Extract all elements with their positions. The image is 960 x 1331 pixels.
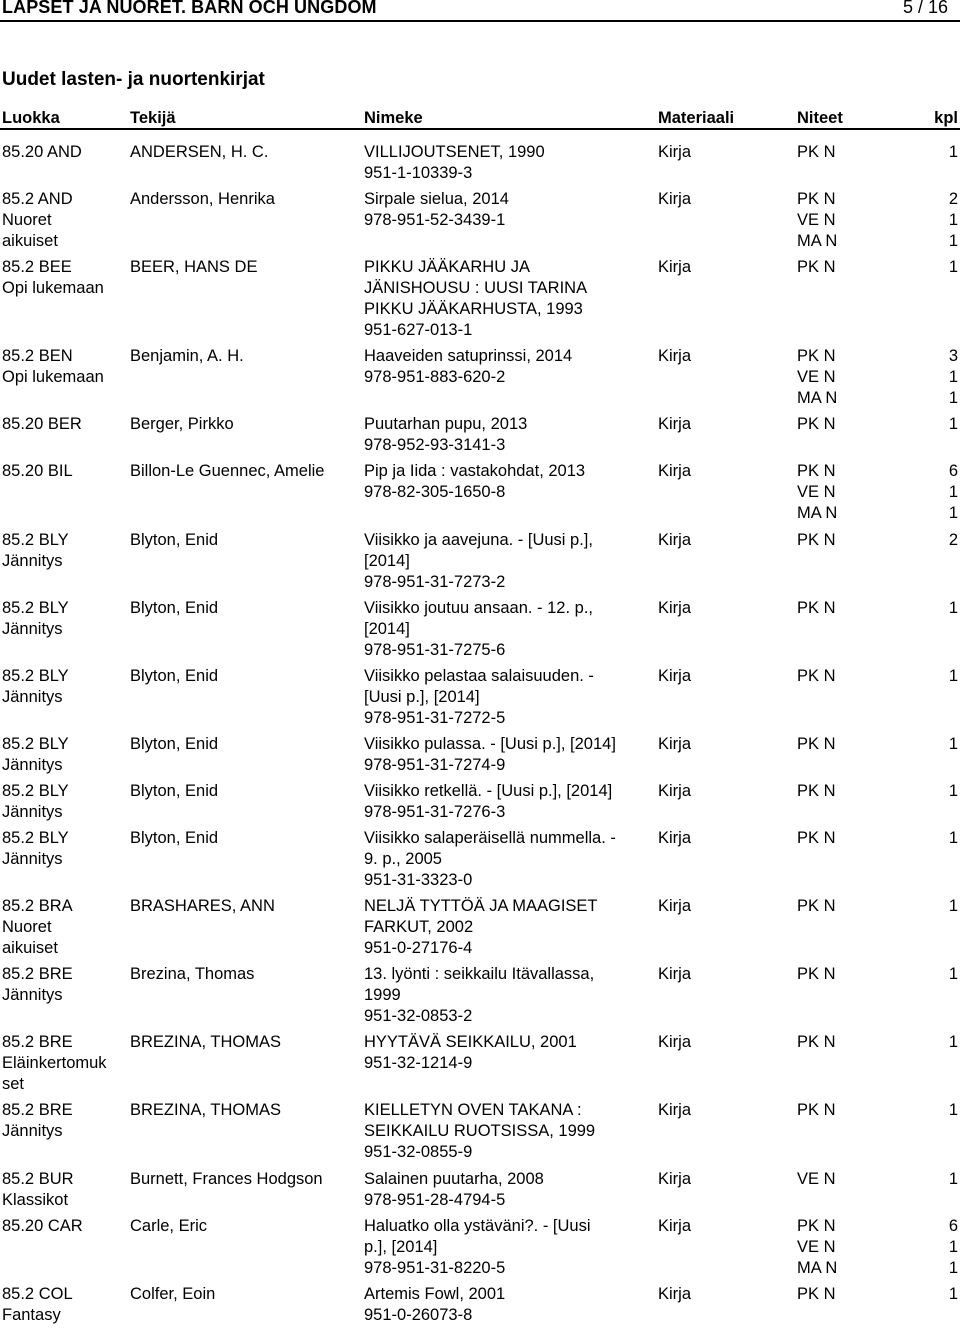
nimeke-cell-line: [2014]	[364, 619, 410, 638]
materiaali-cell: Kirja	[658, 1284, 692, 1303]
nimeke-cell-line: 978-82-305-1650-8	[364, 483, 506, 502]
table-row	[0, 461, 960, 524]
materiaali-cell: Kirja	[658, 666, 692, 685]
materiaali-cell: Kirja	[658, 415, 692, 434]
table-row	[0, 530, 960, 593]
nimeke-cell-line: Haluatko olla ystäväni?. - [Uusi	[364, 1216, 591, 1235]
luokka-cell-line: 85.2 BLY	[2, 829, 69, 848]
niteet-cell-line: PK N	[797, 258, 836, 277]
nimeke-cell	[364, 1216, 591, 1279]
niteet-cell-line: PK N	[797, 829, 836, 848]
table-row	[0, 1169, 960, 1211]
kpl-cell-line: 2	[948, 190, 958, 209]
tekija-cell: Burnett, Frances Hodgson	[130, 1169, 323, 1188]
luokka-cell-line: 85.2 BLY	[2, 530, 69, 549]
niteet-cell	[797, 896, 836, 917]
luokka-cell	[2, 964, 127, 1006]
nimeke-cell	[364, 530, 593, 593]
materiaali-cell: Kirja	[658, 965, 692, 984]
niteet-cell-line: MA N	[797, 232, 838, 251]
luokka-cell	[2, 1100, 127, 1142]
kpl-cell-line: 2	[948, 530, 958, 549]
kpl-cell	[938, 666, 958, 687]
luokka-cell	[2, 1032, 127, 1095]
luokka-cell	[2, 461, 127, 482]
niteet-cell-line: PK N	[797, 347, 836, 366]
tekija-cell: Blyton, Enid	[130, 530, 219, 549]
kpl-cell-line: 1	[948, 368, 958, 387]
column-header-materiaali: Materiaali	[658, 109, 735, 127]
niteet-cell	[797, 781, 836, 802]
niteet-cell	[797, 734, 836, 755]
nimeke-cell-line: Artemis Fowl, 2001	[364, 1284, 506, 1303]
kpl-cell	[938, 896, 958, 917]
materiaali-cell: Kirja	[658, 1101, 692, 1120]
table-header	[0, 108, 960, 130]
tekija-cell: Carle, Eric	[130, 1216, 208, 1235]
nimeke-cell	[364, 781, 612, 823]
nimeke-cell-line: 978-951-28-4794-5	[364, 1190, 506, 1209]
kpl-cell-line: 1	[948, 1169, 958, 1188]
luokka-cell	[2, 781, 127, 823]
section-title: Uudet lasten- ja nuortenkirjat	[2, 69, 265, 90]
nimeke-cell-line: KIELLETYN OVEN TAKANA :	[364, 1101, 582, 1120]
kpl-cell	[938, 1216, 958, 1279]
table-row	[0, 598, 960, 661]
kpl-cell-line: 1	[948, 415, 958, 434]
nimeke-cell	[364, 1169, 544, 1211]
niteet-cell	[797, 598, 836, 619]
luokka-cell-line: 85.2 BLY	[2, 666, 69, 685]
kpl-cell	[938, 1284, 958, 1305]
nimeke-cell-line: Salainen puutarha, 2008	[364, 1169, 544, 1188]
luokka-cell-line: Jännitys	[2, 755, 63, 774]
niteet-cell-line: MA N	[797, 389, 838, 408]
kpl-cell-line: 1	[948, 483, 958, 502]
materiaali-cell: Kirja	[658, 190, 692, 209]
kpl-cell-line: 1	[948, 389, 958, 408]
luokka-cell	[2, 346, 127, 388]
kpl-cell-line: 1	[948, 598, 958, 617]
niteet-cell-line: PK N	[797, 734, 836, 753]
niteet-cell-line: PK N	[797, 965, 836, 984]
niteet-cell-line: PK N	[797, 143, 836, 161]
luokka-cell-line: Nuoret	[2, 918, 52, 937]
table-row	[0, 257, 960, 341]
luokka-cell-line: Klassikot	[2, 1190, 69, 1209]
niteet-cell-line: PK N	[797, 415, 836, 434]
nimeke-cell	[364, 461, 585, 503]
luokka-cell	[2, 530, 127, 572]
nimeke-cell-line: 951-1-10339-3	[364, 164, 473, 182]
column-header-niteet: Niteet	[797, 109, 843, 127]
luokka-cell-line: Jännitys	[2, 687, 63, 706]
column-header-nimeke: Nimeke	[364, 109, 423, 127]
niteet-cell-line: PK N	[797, 781, 836, 800]
column-header-luokka: Luokka	[2, 109, 60, 127]
nimeke-cell-line: Haaveiden satuprinssi, 2014	[364, 347, 573, 366]
nimeke-cell	[364, 346, 572, 388]
tekija-cell: Blyton, Enid	[130, 829, 219, 848]
niteet-cell	[797, 530, 836, 551]
materiaali-cell: Kirja	[658, 462, 692, 481]
tekija-cell: Blyton, Enid	[130, 598, 219, 617]
luokka-cell-line: Jännitys	[2, 802, 63, 821]
nimeke-cell-line: VILLIJOUTSENET, 1990	[364, 143, 545, 161]
luokka-cell-line: 85.20 BIL	[2, 462, 73, 481]
niteet-cell	[797, 257, 836, 278]
tekija-cell: BREZINA, THOMAS	[130, 1101, 281, 1120]
niteet-cell-line: PK N	[797, 1101, 836, 1120]
luokka-cell	[2, 1169, 127, 1211]
table-row	[0, 1100, 960, 1163]
nimeke-cell-line: PIKKU JÄÄKARHUSTA, 1993	[364, 300, 583, 319]
niteet-cell-line: PK N	[797, 666, 836, 685]
table-row	[0, 781, 960, 823]
table-row	[0, 964, 960, 1027]
luokka-cell-line: set	[2, 1075, 25, 1094]
nimeke-cell	[364, 964, 594, 1027]
nimeke-cell-line: 1999	[364, 986, 401, 1005]
table-row	[0, 142, 960, 184]
niteet-cell	[797, 1284, 836, 1305]
nimeke-cell-line: Pip ja Iida : vastakohdat, 2013	[364, 462, 586, 481]
nimeke-cell-line: 951-32-1214-9	[364, 1054, 473, 1073]
luokka-cell	[2, 1216, 127, 1237]
nimeke-cell-line: 978-951-31-7276-3	[364, 802, 506, 821]
luokka-cell	[2, 828, 127, 870]
kpl-cell-line: 1	[948, 211, 958, 230]
niteet-cell-line: PK N	[797, 530, 836, 549]
materiaali-cell: Kirja	[658, 781, 692, 800]
nimeke-cell-line: Viisikko retkellä. - [Uusi p.], [2014]	[364, 781, 613, 800]
kpl-cell	[938, 414, 958, 435]
materiaali-cell: Kirja	[658, 1169, 692, 1188]
kpl-cell	[938, 530, 958, 551]
kpl-cell-line: 1	[948, 897, 958, 916]
kpl-cell	[938, 346, 958, 409]
kpl-cell	[938, 1100, 958, 1121]
tekija-cell: ANDERSEN, H. C.	[130, 143, 269, 161]
tekija-cell: Billon-Le Guennec, Amelie	[130, 462, 325, 481]
luokka-cell	[2, 666, 127, 708]
luokka-cell-line: Jännitys	[2, 1122, 63, 1141]
nimeke-cell	[364, 189, 509, 231]
tekija-cell: Brezina, Thomas	[130, 965, 255, 984]
nimeke-cell-line: 951-31-3323-0	[364, 871, 473, 890]
table-row	[0, 1032, 960, 1095]
kpl-cell	[938, 734, 958, 755]
nimeke-cell	[364, 666, 594, 729]
luokka-cell-line: aikuiset	[2, 939, 58, 958]
tekija-cell: Berger, Pirkko	[130, 415, 234, 434]
kpl-cell	[938, 142, 958, 163]
tekija-cell: Colfer, Eoin	[130, 1284, 216, 1303]
nimeke-cell	[364, 828, 616, 891]
niteet-cell	[797, 142, 836, 163]
luokka-cell	[2, 734, 127, 776]
tekija-cell: Benjamin, A. H.	[130, 347, 244, 366]
nimeke-cell-line: 951-627-013-1	[364, 321, 473, 340]
luokka-cell-line: 85.2 BUR	[2, 1169, 74, 1188]
kpl-cell	[938, 1032, 958, 1053]
table-row	[0, 414, 960, 456]
niteet-cell-line: PK N	[797, 462, 836, 481]
luokka-cell-line: Nuoret	[2, 211, 52, 230]
kpl-cell-line: 3	[948, 347, 958, 366]
niteet-cell	[797, 1169, 836, 1190]
document-title: LAPSET JA NUORET. BARN OCH UNGDOM	[2, 0, 377, 17]
luokka-cell	[2, 896, 127, 959]
kpl-cell	[938, 781, 958, 802]
luokka-cell-line: 85.2 BRE	[2, 1101, 73, 1120]
nimeke-cell	[364, 414, 527, 456]
nimeke-cell-line: SEIKKAILU RUOTSISSA, 1999	[364, 1122, 596, 1141]
luokka-cell-line: 85.2 BLY	[2, 781, 69, 800]
luokka-cell	[2, 414, 127, 435]
niteet-cell	[797, 414, 836, 435]
kpl-cell-line: 1	[948, 734, 958, 753]
luokka-cell-line: 85.20 AND	[2, 143, 82, 161]
luokka-cell-line: Jännitys	[2, 619, 63, 638]
niteet-cell-line: VE N	[797, 368, 836, 387]
nimeke-cell	[364, 1284, 505, 1326]
niteet-cell-line: VE N	[797, 483, 836, 502]
tekija-cell: Blyton, Enid	[130, 666, 219, 685]
nimeke-cell-line: 9. p., 2005	[364, 850, 442, 869]
niteet-cell	[797, 964, 836, 985]
materiaali-cell: Kirja	[658, 897, 692, 916]
luokka-cell-line: aikuiset	[2, 232, 58, 251]
nimeke-cell-line: 951-32-0853-2	[364, 1007, 473, 1026]
materiaali-cell: Kirja	[658, 347, 692, 366]
page-number: 5 / 16	[902, 0, 948, 17]
luokka-cell-line: Jännitys	[2, 850, 63, 869]
nimeke-cell	[364, 142, 545, 184]
nimeke-cell-line: Viisikko ja aavejuna. - [Uusi p.],	[364, 530, 593, 549]
kpl-cell-line: 1	[948, 504, 958, 523]
luokka-cell-line: 85.2 BLY	[2, 598, 69, 617]
nimeke-cell	[364, 598, 593, 661]
niteet-cell	[797, 1216, 837, 1279]
nimeke-cell-line: Viisikko pelastaa salaisuuden. -	[364, 666, 594, 685]
nimeke-cell-line: [Uusi p.], [2014]	[364, 687, 480, 706]
luokka-cell-line: Opi lukemaan	[2, 279, 104, 298]
niteet-cell-line: VE N	[797, 1169, 836, 1188]
luokka-cell	[2, 189, 127, 252]
table-row	[0, 896, 960, 959]
luokka-cell	[2, 598, 127, 640]
nimeke-cell	[364, 257, 587, 341]
tekija-cell: Blyton, Enid	[130, 781, 219, 800]
niteet-cell-line: PK N	[797, 598, 836, 617]
nimeke-cell-line: 13. lyönti : seikkailu Itävallassa,	[364, 965, 595, 984]
kpl-cell	[938, 1169, 958, 1190]
niteet-cell-line: MA N	[797, 1258, 838, 1277]
kpl-cell-line: 1	[948, 143, 958, 161]
nimeke-cell-line: 978-951-52-3439-1	[364, 211, 506, 230]
nimeke-cell-line: NELJÄ TYTTÖÄ JA MAAGISET	[364, 897, 598, 916]
luokka-cell-line: Jännitys	[2, 986, 63, 1005]
nimeke-cell-line: 951-0-27176-4	[364, 939, 473, 958]
kpl-cell	[938, 461, 958, 524]
column-header-kpl: kpl	[934, 109, 958, 127]
tekija-cell: BREZINA, THOMAS	[130, 1033, 281, 1052]
nimeke-cell-line: HYYTÄVÄ SEIKKAILU, 2001	[364, 1033, 577, 1052]
nimeke-cell-line: 978-951-31-7272-5	[364, 708, 506, 727]
luokka-cell-line: 85.2 BRE	[2, 965, 73, 984]
nimeke-cell-line: Sirpale sielua, 2014	[364, 190, 509, 209]
tekija-cell: BRASHARES, ANN	[130, 897, 275, 916]
niteet-cell	[797, 461, 837, 524]
nimeke-cell-line: 978-951-31-7274-9	[364, 755, 506, 774]
nimeke-cell-line: 978-951-31-8220-5	[364, 1258, 506, 1277]
table-row	[0, 666, 960, 729]
nimeke-cell-line: Puutarhan pupu, 2013	[364, 415, 528, 434]
nimeke-cell-line: Viisikko pulassa. - [Uusi p.], [2014]	[364, 734, 616, 753]
niteet-cell-line: VE N	[797, 1237, 836, 1256]
kpl-cell-line: 1	[948, 829, 958, 848]
nimeke-cell-line: 978-951-883-620-2	[364, 368, 506, 387]
niteet-cell-line: PK N	[797, 1284, 836, 1303]
nimeke-cell-line: 978-951-31-7275-6	[364, 640, 506, 659]
nimeke-cell-line: JÄNISHOUSU : UUSI TARINA	[364, 279, 588, 298]
kpl-cell	[938, 189, 958, 252]
materiaali-cell: Kirja	[658, 734, 692, 753]
kpl-cell-line: 1	[948, 1033, 958, 1052]
luokka-cell-line: 85.2 COL	[2, 1284, 73, 1303]
book-table	[0, 142, 960, 1331]
nimeke-cell-line: FARKUT, 2002	[364, 918, 474, 937]
kpl-cell-line: 1	[948, 1101, 958, 1120]
materiaali-cell: Kirja	[658, 143, 692, 161]
kpl-cell-line: 1	[948, 1258, 958, 1277]
kpl-cell-line: 1	[948, 232, 958, 251]
luokka-cell-line: 85.20 CAR	[2, 1216, 83, 1235]
nimeke-cell-line: PIKKU JÄÄKARHU JA	[364, 258, 530, 277]
luokka-cell-line: 85.2 BLY	[2, 734, 69, 753]
nimeke-cell	[364, 1032, 577, 1074]
materiaali-cell: Kirja	[658, 1033, 692, 1052]
table-row	[0, 734, 960, 776]
niteet-cell-line: PK N	[797, 1033, 836, 1052]
nimeke-cell-line: 978-951-31-7273-2	[364, 572, 506, 591]
materiaali-cell: Kirja	[658, 530, 692, 549]
nimeke-cell-line: Viisikko joutuu ansaan. - 12. p.,	[364, 598, 594, 617]
luokka-cell-line: 85.20 BER	[2, 415, 82, 434]
table-row	[0, 1216, 960, 1279]
table-row	[0, 189, 960, 252]
kpl-cell-line: 1	[948, 1237, 958, 1256]
tekija-cell: BEER, HANS DE	[130, 258, 258, 277]
kpl-cell-line: 6	[948, 462, 958, 481]
niteet-cell-line: MA N	[797, 504, 838, 523]
table-row	[0, 828, 960, 891]
niteet-cell	[797, 1100, 836, 1121]
materiaali-cell: Kirja	[658, 258, 692, 277]
kpl-cell-line: 1	[948, 1284, 958, 1303]
niteet-cell-line: PK N	[797, 1216, 836, 1235]
nimeke-cell-line: Viisikko salaperäisellä nummella. -	[364, 829, 616, 848]
column-header-tekija: Tekijä	[130, 109, 176, 127]
niteet-cell	[797, 828, 836, 849]
page-header	[0, 0, 960, 22]
luokka-cell-line: Jännitys	[2, 551, 63, 570]
kpl-cell	[938, 828, 958, 849]
nimeke-cell	[364, 1100, 595, 1163]
luokka-cell	[2, 142, 127, 163]
kpl-cell	[938, 257, 958, 278]
nimeke-cell-line: 951-32-0855-9	[364, 1143, 473, 1162]
materiaali-cell: Kirja	[658, 1216, 692, 1235]
niteet-cell-line: PK N	[797, 190, 836, 209]
materiaali-cell: Kirja	[658, 829, 692, 848]
luokka-cell	[2, 257, 127, 299]
kpl-cell-line: 6	[948, 1216, 958, 1235]
nimeke-cell	[364, 734, 616, 776]
table-row	[0, 1284, 960, 1326]
nimeke-cell-line: p.], [2014]	[364, 1237, 438, 1256]
luokka-cell-line: 85.2 BRE	[2, 1033, 73, 1052]
luokka-cell-line: 85.2 BRA	[2, 897, 73, 916]
kpl-cell	[938, 598, 958, 619]
niteet-cell-line: VE N	[797, 211, 836, 230]
kpl-cell-line: 1	[948, 258, 958, 277]
materiaali-cell: Kirja	[658, 598, 692, 617]
table-row	[0, 346, 960, 409]
niteet-cell	[797, 346, 837, 409]
kpl-cell	[938, 964, 958, 985]
niteet-cell-line: PK N	[797, 897, 836, 916]
nimeke-cell-line: 951-0-26073-8	[364, 1305, 473, 1324]
kpl-cell-line: 1	[948, 666, 958, 685]
kpl-cell-line: 1	[948, 781, 958, 800]
nimeke-cell-line: [2014]	[364, 551, 410, 570]
luokka-cell-line: Opi lukemaan	[2, 368, 104, 387]
nimeke-cell	[364, 896, 598, 959]
niteet-cell	[797, 666, 836, 687]
luokka-cell-line: 85.2 AND	[2, 190, 73, 209]
luokka-cell-line: Fantasy	[2, 1305, 61, 1324]
luokka-cell	[2, 1284, 127, 1326]
tekija-cell: Andersson, Henrika	[130, 190, 275, 209]
niteet-cell	[797, 189, 837, 252]
kpl-cell-line: 1	[948, 965, 958, 984]
niteet-cell	[797, 1032, 836, 1053]
luokka-cell-line: 85.2 BEE	[2, 258, 72, 277]
luokka-cell-line: Eläinkertomuk	[2, 1054, 107, 1073]
tekija-cell: Blyton, Enid	[130, 734, 219, 753]
luokka-cell-line: 85.2 BEN	[2, 347, 73, 366]
nimeke-cell-line: 978-952-93-3141-3	[364, 436, 506, 455]
